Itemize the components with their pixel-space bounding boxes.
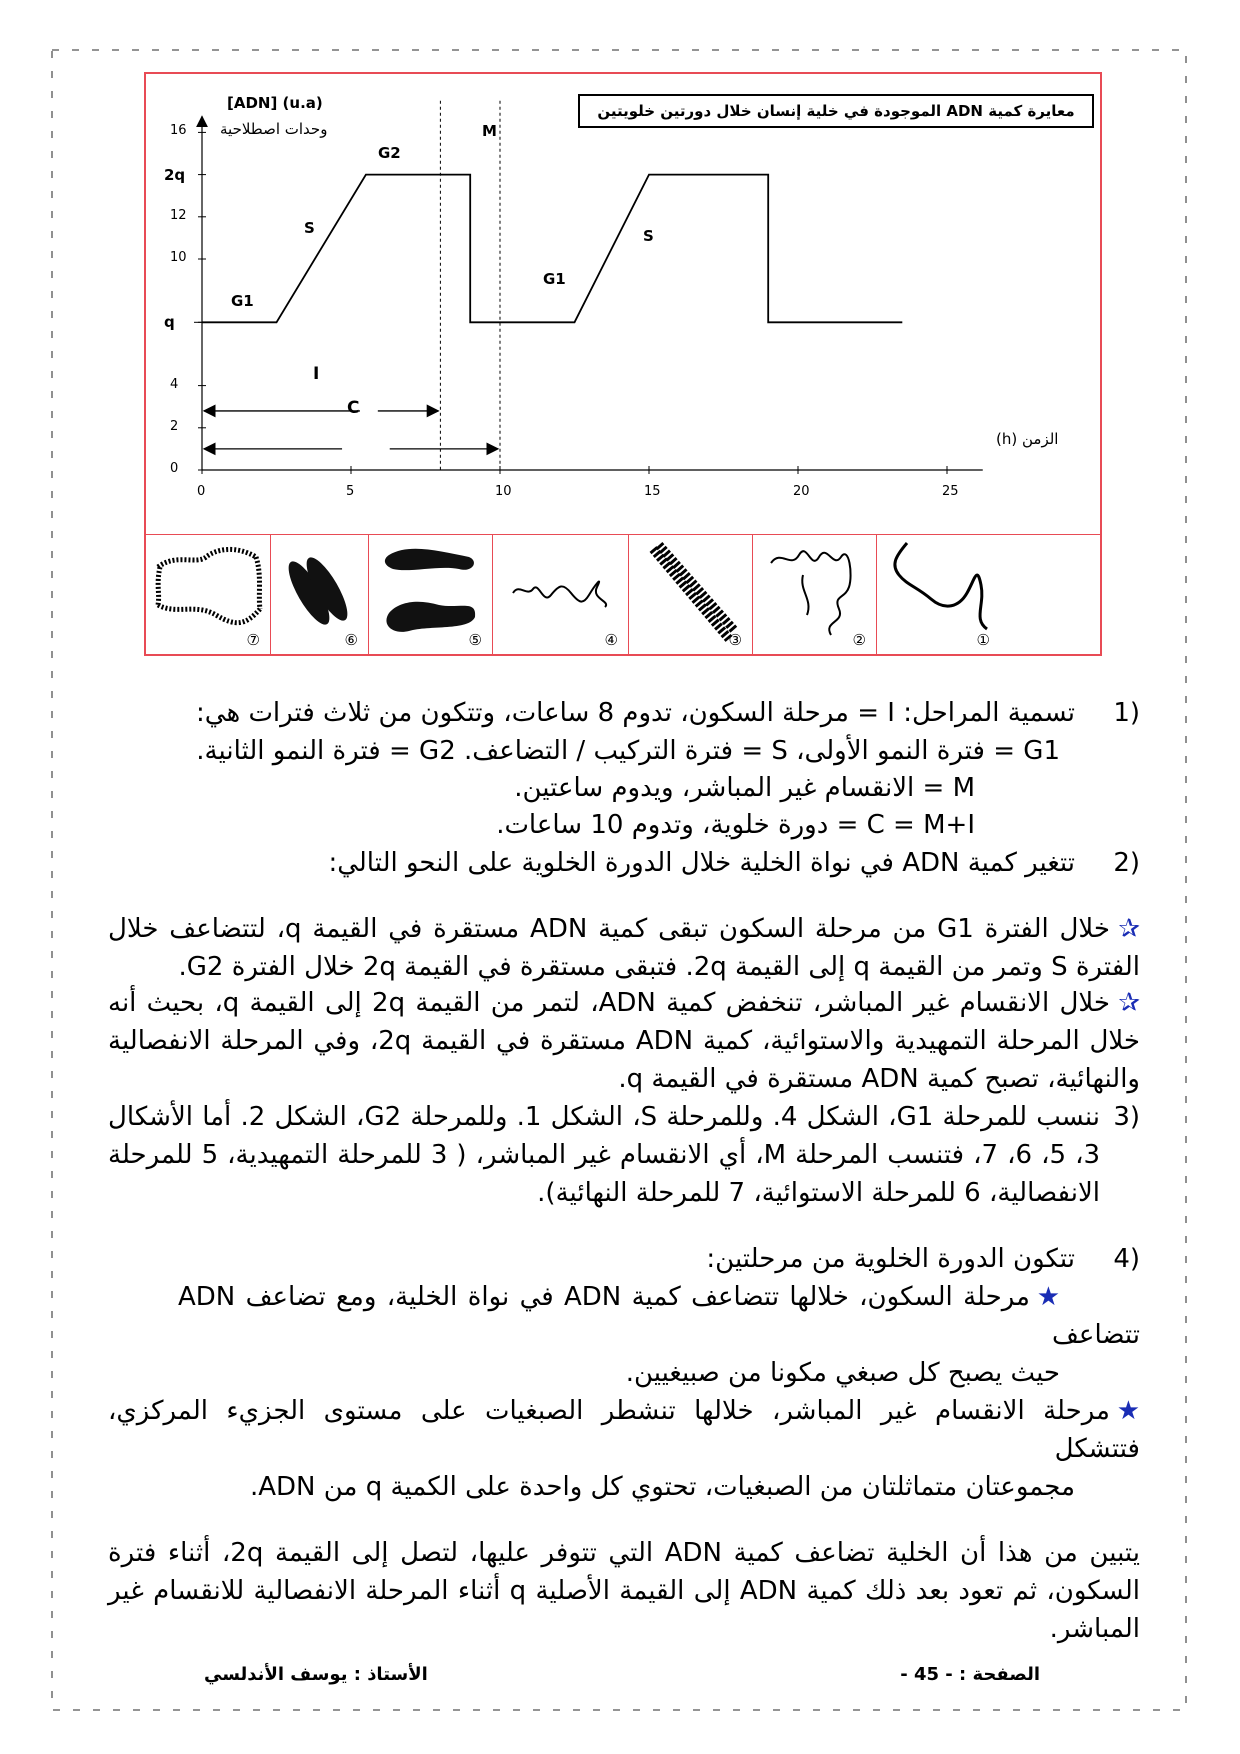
point-1-line-1: تسمية المراحل: I = مرحلة السكون، تدوم 8 ساعات، وتتكون من ثلاث فترات هي: — [196, 698, 1075, 728]
cell-number-1: ① — [976, 631, 990, 649]
dna-chart — [146, 74, 1100, 534]
cell-number-7: ⑦ — [246, 631, 260, 649]
point-4-number: 4) — [1113, 1244, 1140, 1274]
interval-i-label: I — [313, 364, 320, 384]
x-tick-label: 20 — [793, 484, 810, 499]
x-tick-label: 15 — [644, 484, 661, 499]
cell-number-4: ④ — [604, 631, 618, 649]
y-tick-label: 4 — [170, 376, 179, 392]
dna-figure — [144, 72, 1102, 656]
cell-image-7 — [146, 535, 270, 655]
phase-label-s-a: S — [304, 219, 315, 237]
interval-c-label: C — [347, 398, 360, 418]
cell-image-3 — [628, 535, 752, 655]
phase-label-g2: G2 — [378, 144, 401, 162]
x-tick-label: 10 — [495, 484, 512, 499]
outline-star-2: ✰ — [1118, 988, 1140, 1018]
phase-label-g1-b: G1 — [543, 270, 566, 288]
point-1-line-3: M = الانقسام غير المباشر، ويدوم ساعتين. — [514, 773, 975, 803]
conclusion-line-2: السكون، ثم تعود بعد ذلك كمية ADN إلى القيمة الأصلية q أثناء المرحلة الانفصالية للانقسام غير — [108, 1576, 1140, 1606]
bullet-1-line-1: خلال الفترة G1 من مرحلة السكون تبقى كمية ADN مستقرة في القيمة q، لتتضاعف خلال — [108, 914, 1110, 944]
point-4-bullet-2-line-3: مجموعتان متماثلتان من الصبغيات، تحتوي كل واحدة على الكمية q من ADN. — [249, 1472, 1075, 1502]
bullet-1-line-2: الفترة S وتمر من القيمة q إلى القيمة 2q. فتبقى مستقرة في القيمة 2q خلال الفترة G2. — [178, 952, 1140, 982]
point-4-bullet-1-line-2: تتضاعف — [1052, 1320, 1140, 1350]
cell-image-4 — [492, 535, 628, 655]
point-4-bullet-2-line-1: مرحلة الانقسام غير المباشر، خلالها تنشطر الصبغيات على مستوى الجزيء المركزي، — [108, 1396, 1110, 1426]
conclusion-line-1: يتبين من هذا أن الخلية تضاعف كمية ADN التي تتوفر عليها، لتصل إلى القيمة 2q، أثناء فترة — [108, 1538, 1140, 1568]
y-tick-label: 2q — [164, 165, 186, 184]
x-axis-label: الزمن (h) — [996, 430, 1059, 448]
phase-label-g1-a: G1 — [231, 292, 254, 310]
point-3-line-3: الانفصالية، 6 للمرحلة الاستوائية، 7 للمرحلة النهائية). — [537, 1178, 1100, 1208]
cell-image-6 — [270, 535, 368, 655]
conclusion-line-3: المباشر. — [1049, 1614, 1140, 1644]
cell-image-5 — [368, 535, 492, 655]
point-4-bullet-1-line-3: حيث يصبح كل صبغي مكونا من صبيغيين. — [625, 1358, 1060, 1388]
cell-number-6: ⑥ — [344, 631, 358, 649]
phase-label-s-b: S — [643, 227, 654, 245]
point-1-line-2: G1 = فترة النمو الأولى، S = فترة التركيب / التضاعف. G2 = فترة النمو الثانية. — [196, 736, 1060, 766]
y-tick-label: 12 — [170, 207, 187, 223]
dna-series-line — [202, 175, 902, 323]
point-1-number: 1) — [1113, 698, 1140, 728]
point-4-bullet-2-line-2: فتتشكل — [1054, 1434, 1140, 1464]
y-axis-label: [ADN] (u.a) — [227, 94, 323, 112]
cell-image-2 — [752, 535, 876, 655]
y-tick-label: 10 — [170, 250, 187, 265]
bullet-2-line-3: والنهائية، تصبح كمية ADN مستقرة في القيمة q. — [618, 1064, 1140, 1094]
x-tick-label: 25 — [942, 484, 959, 499]
y-tick-label: 2 — [170, 418, 179, 434]
point-2-line-1: تتغير كمية ADN في نواة الخلية خلال الدورة الخلوية على النحو التالي: — [328, 848, 1075, 878]
cell-number-3: ③ — [728, 631, 742, 649]
x-tick-label: 0 — [197, 484, 206, 499]
bullet-2-line-2: خلال المرحلة التمهيدية والاستوائية، كمية ADN مستقرة في القيمة 2q، وفي المرحلة الانفصالية — [108, 1026, 1140, 1056]
chromosome-strip — [146, 534, 1100, 655]
y-tick-label: q — [164, 313, 175, 332]
outline-star-1: ✰ — [1118, 914, 1140, 944]
filled-star-2: ★ — [1116, 1396, 1140, 1426]
author: الأستاذ : يوسف الأندلسي — [204, 1664, 428, 1685]
y-tick-label: 0 — [170, 461, 179, 476]
y-axis-sublabel: وحدات اصطلاحية — [220, 120, 328, 138]
chart-title: معايرة كمية ADN الموجودة في خلية إنسان خلال دورتين خلويتين — [578, 94, 1094, 128]
point-3-line-2: 3، 5، 6، 7، فتنسب المرحلة M، أي الانقسام غير المباشر، ( 3 للمرحلة التمهيدية، 5 للمرحلة — [108, 1140, 1101, 1170]
point-3-line-1: ننسب للمرحلة G1، الشكل 4. وللمرحلة S، الشكل 1. وللمرحلة G2، الشكل 2. أما الأشكال — [108, 1102, 1100, 1132]
y-tick-label: 16 — [170, 123, 187, 139]
x-tick-label: 5 — [346, 484, 355, 499]
point-4-line-1: تتكون الدورة الخلوية من مرحلتين: — [706, 1244, 1075, 1274]
point-1-line-4: C = M+I = دورة خلوية، وتدوم 10 ساعات. — [496, 810, 975, 840]
filled-star-1: ★ — [1036, 1282, 1060, 1312]
cell-image-1 — [876, 535, 1000, 655]
cell-number-5: ⑤ — [468, 631, 482, 649]
phase-label-m: M — [482, 122, 497, 140]
point-2-number: 2) — [1113, 848, 1140, 878]
point-3-number: 3) — [1113, 1102, 1140, 1132]
cell-number-2: ② — [852, 631, 866, 649]
point-4-bullet-1-line-1: مرحلة السكون، خلالها تتضاعف كمية ADN في نواة الخلية، ومع تضاعف ADN — [178, 1282, 1030, 1312]
bullet-2-line-1: خلال الانقسام غير المباشر، تنخفض كمية ADN، لتمر من القيمة 2q إلى القيمة q، بحيث أنه — [108, 988, 1110, 1018]
page-number: الصفحة : - 45 - — [900, 1664, 1040, 1685]
